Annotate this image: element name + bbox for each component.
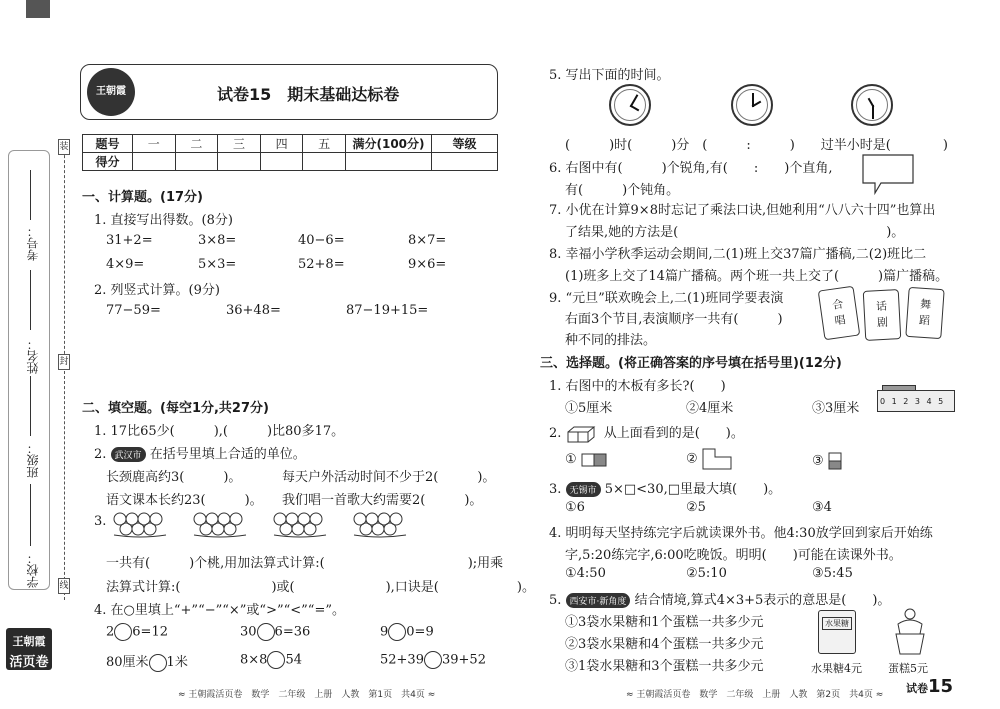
compare-right: 0=9 [406, 624, 434, 640]
s2-q6-line2: 有( )个钝角。 [565, 183, 680, 198]
region-tag: 武汉市 [111, 447, 146, 462]
score-input[interactable] [133, 153, 176, 171]
peach-groups [110, 508, 430, 538]
wood-board [882, 385, 916, 391]
ruler-scale: 0 1 2 3 4 5 [880, 397, 946, 406]
calc-item: 4×9= [106, 257, 145, 272]
option[interactable]: ① [565, 452, 607, 467]
section3-heading: 三、选择题。(将正确答案的序号填在括号里)(12分) [540, 356, 842, 371]
score-cell: 四 [260, 135, 303, 153]
candy-price: 水果糖4元 [811, 662, 862, 675]
calc-item: 77−59= [106, 303, 161, 318]
s3-q3 [549, 478, 781, 497]
s2-q4: 4. 在○里填上“+”“−”“×”或“>”“<”“=”。 [94, 603, 345, 618]
kaohao-line [30, 170, 31, 220]
compare-left: 52+39 [380, 652, 424, 668]
s2-q9-line1: 9. “元旦”联欢晚会上,二(1)班同学要表演 [549, 291, 784, 306]
section2-heading: 二、填空题。(每空1分,共27分) [82, 401, 269, 416]
calc-item: 36+48= [226, 303, 281, 318]
score-cell: 二 [175, 135, 218, 153]
s3-q4-line2: 字,5:20练完字,6:00吃晚饭。明明( )可能在读课外书。 [565, 548, 902, 563]
s2-q3-line1: 一共有( )个桃,用加法算式计算:( );用乘 [106, 556, 504, 571]
score-input[interactable] [260, 153, 303, 171]
field-kaohao: 考号： [26, 225, 40, 261]
s2-q9-line2: 右面3个节目,表演顺序一共有( ) [565, 312, 783, 327]
brand-line1: 王朝霞 [12, 635, 46, 648]
compare-circle[interactable] [424, 651, 442, 669]
score-table [82, 134, 498, 171]
s2-q5-answers: ( )时( )分 ( : ) 过半小时是( ) [565, 138, 948, 153]
calc-item: 87−19+15= [346, 303, 429, 318]
option[interactable]: ②5 [686, 500, 706, 515]
fill-item: 长颈鹿高约3( )。 [106, 470, 242, 485]
option[interactable]: ②3袋水果糖和4个蛋糕一共多少元 [565, 637, 764, 652]
score-input[interactable] [346, 153, 432, 171]
region-tag: 西安市·新角度 [566, 593, 631, 608]
score-cell: 满分(100分) [346, 135, 432, 153]
fill-item: 每天户外活动时间不少于2( )。 [282, 470, 496, 485]
option[interactable]: ②5:10 [686, 566, 727, 581]
option[interactable]: ②4厘米 [686, 401, 734, 416]
title-box [80, 64, 498, 120]
tick-feng: 封 [58, 354, 70, 370]
compare-left: 2 [106, 624, 115, 640]
page-badge [906, 676, 953, 697]
cube-figure [566, 424, 600, 444]
score-input[interactable] [303, 153, 346, 171]
calc-item: 31+2= [106, 233, 153, 248]
candy-bag-icon [818, 610, 856, 654]
compare-right: 54 [285, 652, 302, 668]
option[interactable]: ①4:50 [565, 566, 606, 581]
corner-mark [26, 0, 50, 18]
s3-q3-num: 3. [549, 482, 562, 497]
compare-item [380, 651, 486, 669]
calc-item: 9×6= [408, 257, 447, 272]
footer-left: ≈ 王朝霞活页卷 数学 二年级 上册 人教 第1页 共4页 ≈ [178, 690, 436, 700]
cut-line [64, 140, 65, 600]
s2-q6-line1: 6. 右图中有( )个锐角,有( : )个直角, [549, 161, 833, 176]
compare-circle[interactable] [149, 654, 167, 672]
s1-q1: 1. 直接写出得数。(8分) [94, 213, 233, 228]
compare-item [106, 651, 188, 672]
option[interactable]: ①5厘米 [565, 401, 613, 416]
s2-q7-line1: 7. 小优在计算9×8时忘记了乘法口诀,但她利用“八八六十四”也算出 [549, 203, 936, 218]
tick-xian: 线 [58, 578, 70, 594]
s3-q4-line1: 4. 明明每天坚持练完字后就读课外书。他4:30放学回到家后开始练 [549, 526, 933, 541]
calc-item: 40−6= [298, 233, 345, 248]
program-card: 话 剧 [863, 289, 902, 341]
s3-q2-num: 2. [549, 426, 562, 441]
binding-strip [0, 0, 69, 709]
calc-item: 5×3= [198, 257, 237, 272]
option[interactable]: ①3袋水果糖和1个蛋糕一共多少元 [565, 615, 764, 630]
page-title: 试卷15 期末基础达标卷 [217, 85, 400, 104]
page-badge-label: 试卷 [906, 682, 928, 695]
compare-left: 30 [240, 624, 257, 640]
s2-q2: 2. 武汉市 在括号里填上合适的单位。 [94, 447, 306, 462]
s3-q5-num: 5. [549, 593, 562, 608]
score-cell: 五 [303, 135, 346, 153]
score-cell: 三 [218, 135, 261, 153]
clock-icon [851, 84, 893, 126]
option[interactable]: ①6 [565, 500, 585, 515]
logo-text: 王朝霞 [96, 86, 126, 97]
s2-q3-line2: 法算式计算:( )或( ),口诀是( )。 [106, 580, 535, 595]
option[interactable]: ③1袋水果糖和3个蛋糕一共多少元 [565, 659, 764, 674]
option[interactable]: ② [686, 448, 732, 470]
score-cell: 题号 [83, 135, 133, 153]
class-line [30, 376, 31, 436]
compare-right: 6=36 [274, 624, 311, 640]
s2-q2-text: 在括号里填上合适的单位。 [149, 447, 306, 462]
logo-badge [87, 68, 135, 116]
compare-item [240, 623, 310, 641]
score-cell: 得分 [83, 153, 133, 171]
program-card: 合 唱 [818, 286, 861, 341]
s2-q8-line2: (1)班多上交了14篇广播稿。两个班一共上交了( )篇广播稿。 [565, 269, 949, 284]
option[interactable]: ③5:45 [812, 566, 853, 581]
s1-q2: 2. 列竖式计算。(9分) [94, 283, 220, 298]
s3-q2 [549, 422, 744, 444]
calc-item: 3×8= [198, 233, 237, 248]
peach-group [354, 513, 406, 537]
compare-left: 8×8 [240, 652, 268, 668]
fill-item: 我们唱一首歌大约需要2( )。 [282, 493, 483, 508]
tick-zhuang: 装 [58, 139, 70, 155]
calc-item: 52+8= [298, 257, 345, 272]
s3-q2-text: 从上面看到的是( )。 [603, 426, 744, 441]
s3-q5 [549, 589, 890, 608]
compare-left: 9 [380, 624, 389, 640]
s3-q5-text: 结合情境,算式4×3+5表示的意思是( )。 [634, 593, 891, 608]
peach-group [114, 513, 166, 537]
page-badge-number: 15 [928, 676, 954, 697]
field-class: 班级： [26, 442, 40, 478]
section1-heading: 一、计算题。(17分) [82, 190, 203, 205]
option[interactable]: ③ [812, 452, 842, 470]
compare-item [106, 623, 168, 641]
s2-q3-num: 3. [94, 514, 107, 529]
peach-group [274, 513, 326, 537]
s3-q3-text: 5×□<30,□里最大填( )。 [604, 482, 782, 497]
clock-icon [609, 84, 651, 126]
ruler-figure [877, 390, 955, 412]
region-tag: 无锡市 [566, 482, 601, 497]
compare-right: 1米 [166, 655, 188, 670]
brand-badge [6, 628, 52, 670]
compare-right: 39+52 [441, 652, 486, 668]
compare-left: 80厘米 [106, 655, 149, 670]
peach-group [194, 513, 246, 537]
score-input[interactable] [218, 153, 261, 171]
compare-circle[interactable] [267, 651, 285, 669]
clock-icon [731, 84, 773, 126]
s2-q9-line3: 种不同的排法。 [565, 333, 657, 348]
school-line [30, 484, 31, 546]
score-input[interactable] [175, 153, 218, 171]
score-row-score [83, 153, 498, 171]
candy-label: 水果糖 [822, 617, 852, 630]
score-cell: 一 [133, 135, 176, 153]
compare-circle[interactable] [388, 623, 406, 641]
s3-q1: 1. 右图中的木板有多长?( ) [549, 379, 726, 394]
compare-circle[interactable] [114, 623, 132, 641]
s2-q8-line1: 8. 幸福小学秋季运动会期间,二(1)班上交37篇广播稿,二(2)班比二 [549, 247, 927, 262]
footer-right: ≈ 王朝霞活页卷 数学 二年级 上册 人教 第2页 共4页 ≈ [626, 690, 884, 700]
compare-item [380, 623, 434, 641]
score-row-header [83, 135, 498, 153]
cake-price: 蛋糕5元 [888, 662, 928, 675]
field-name: 姓名： [26, 338, 40, 374]
compare-right: 6=12 [132, 624, 168, 640]
score-cell: 等级 [432, 135, 498, 153]
program-card: 舞 蹈 [905, 287, 944, 339]
option[interactable]: ③4 [812, 500, 832, 515]
name-line [30, 270, 31, 330]
fill-item: 语文课本长约23( )。 [106, 493, 263, 508]
option[interactable]: ③3厘米 [812, 401, 860, 416]
brand-line2: 活页卷 [9, 655, 49, 670]
s2-q1: 1. 17比65少( ),( )比80多17。 [94, 424, 345, 439]
angle-figure [861, 153, 917, 195]
compare-item [240, 651, 302, 669]
s2-q7-line2: 了结果,她的方法是( )。 [565, 225, 905, 240]
score-input[interactable] [432, 153, 498, 171]
calc-item: 8×7= [408, 233, 447, 248]
cake-icon [890, 604, 930, 656]
field-school: 学校： [26, 552, 40, 588]
s2-q5: 5. 写出下面的时间。 [549, 68, 670, 83]
compare-circle[interactable] [257, 623, 275, 641]
